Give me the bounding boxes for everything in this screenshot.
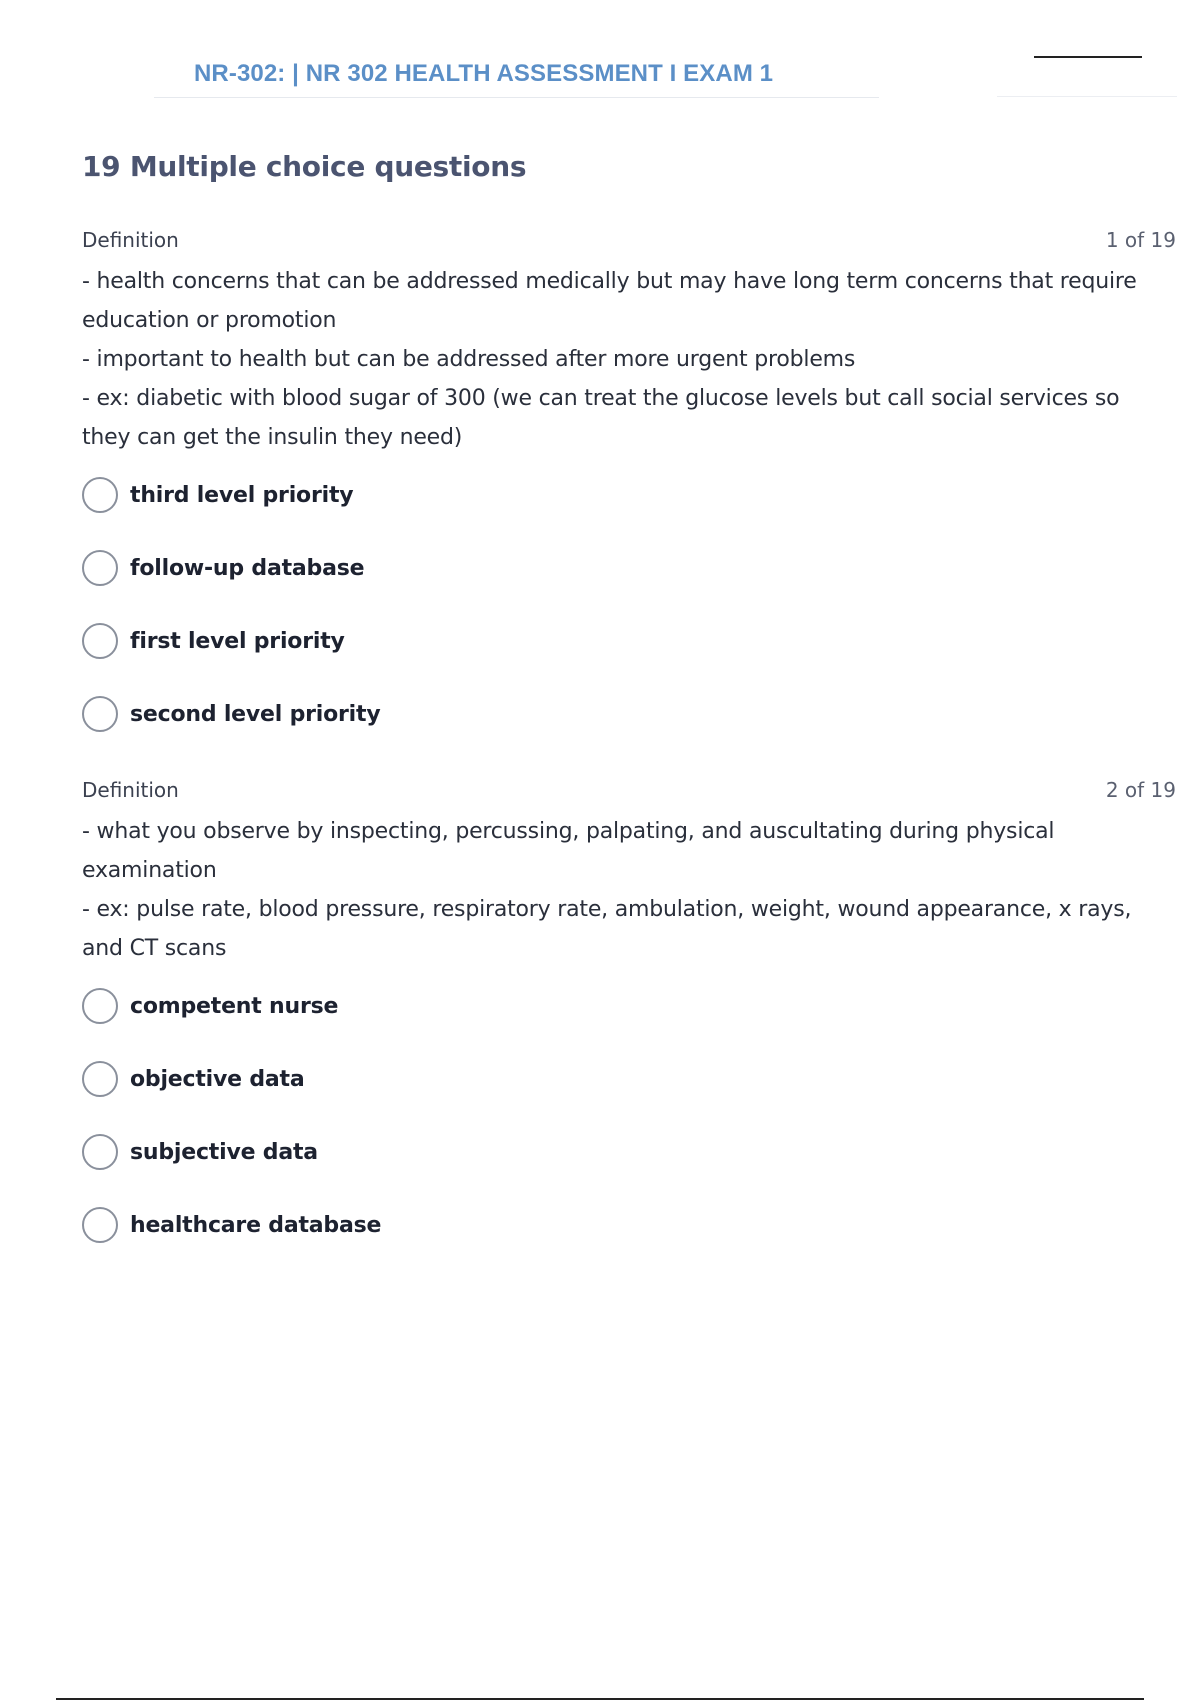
definition-text bbox=[82, 262, 1176, 457]
answer-option[interactable] bbox=[82, 1207, 1176, 1243]
answer-option[interactable] bbox=[82, 1134, 1176, 1170]
definition-line: they can get the insulin they need) bbox=[82, 425, 463, 450]
answer-option-label: third level priority bbox=[130, 482, 354, 508]
answer-options bbox=[82, 988, 1176, 1243]
answer-option[interactable] bbox=[82, 1061, 1176, 1097]
question-type-label: Definition bbox=[82, 778, 179, 802]
question-card-2 bbox=[82, 778, 1176, 1280]
answer-option-label: second level priority bbox=[130, 701, 381, 727]
answer-option-label: healthcare database bbox=[130, 1212, 382, 1238]
header-rule bbox=[1034, 56, 1142, 58]
answer-option[interactable] bbox=[82, 988, 1176, 1024]
question-counter: 1 of 19 bbox=[1105, 228, 1176, 252]
definition-line: - what you observe by inspecting, percussing, palpating, and auscultating during physical bbox=[82, 819, 1055, 844]
answer-option-label: follow-up database bbox=[130, 555, 365, 581]
definition-line: - ex: pulse rate, blood pressure, respiratory rate, ambulation, weight, wound appearance, x rays, bbox=[82, 897, 1132, 922]
definition-line: - health concerns that can be addressed medically but may have long term concerns that require bbox=[82, 269, 1137, 294]
document-header bbox=[154, 56, 879, 98]
question-card-1 bbox=[82, 228, 1176, 769]
answer-options bbox=[82, 477, 1176, 732]
radio-button[interactable] bbox=[82, 623, 118, 659]
document-title: NR-302: | NR 302 HEALTH ASSESSMENT I EXAM 1 bbox=[194, 60, 774, 87]
radio-button[interactable] bbox=[82, 1207, 118, 1243]
header-divider bbox=[997, 96, 1177, 97]
question-set-heading: 19 Multiple choice questions bbox=[82, 150, 527, 183]
answer-option[interactable] bbox=[82, 696, 1176, 732]
answer-option[interactable] bbox=[82, 550, 1176, 586]
radio-button[interactable] bbox=[82, 696, 118, 732]
definition-text bbox=[82, 812, 1176, 968]
radio-button[interactable] bbox=[82, 477, 118, 513]
answer-option[interactable] bbox=[82, 623, 1176, 659]
radio-button[interactable] bbox=[82, 1134, 118, 1170]
radio-button[interactable] bbox=[82, 1061, 118, 1097]
definition-line: education or promotion bbox=[82, 308, 337, 333]
definition-line: and CT scans bbox=[82, 936, 227, 961]
radio-button[interactable] bbox=[82, 988, 118, 1024]
question-counter: 2 of 19 bbox=[1105, 778, 1176, 802]
answer-option-label: subjective data bbox=[130, 1139, 318, 1165]
answer-option-label: objective data bbox=[130, 1066, 305, 1092]
definition-line: examination bbox=[82, 858, 217, 883]
answer-option-label: competent nurse bbox=[130, 993, 339, 1019]
definition-line: - important to health but can be addressed after more urgent problems bbox=[82, 347, 856, 372]
answer-option[interactable] bbox=[82, 477, 1176, 513]
radio-button[interactable] bbox=[82, 550, 118, 586]
definition-line: - ex: diabetic with blood sugar of 300 (we can treat the glucose levels but call social services so bbox=[82, 386, 1120, 411]
question-type-label: Definition bbox=[82, 228, 179, 252]
answer-option-label: first level priority bbox=[130, 628, 345, 654]
